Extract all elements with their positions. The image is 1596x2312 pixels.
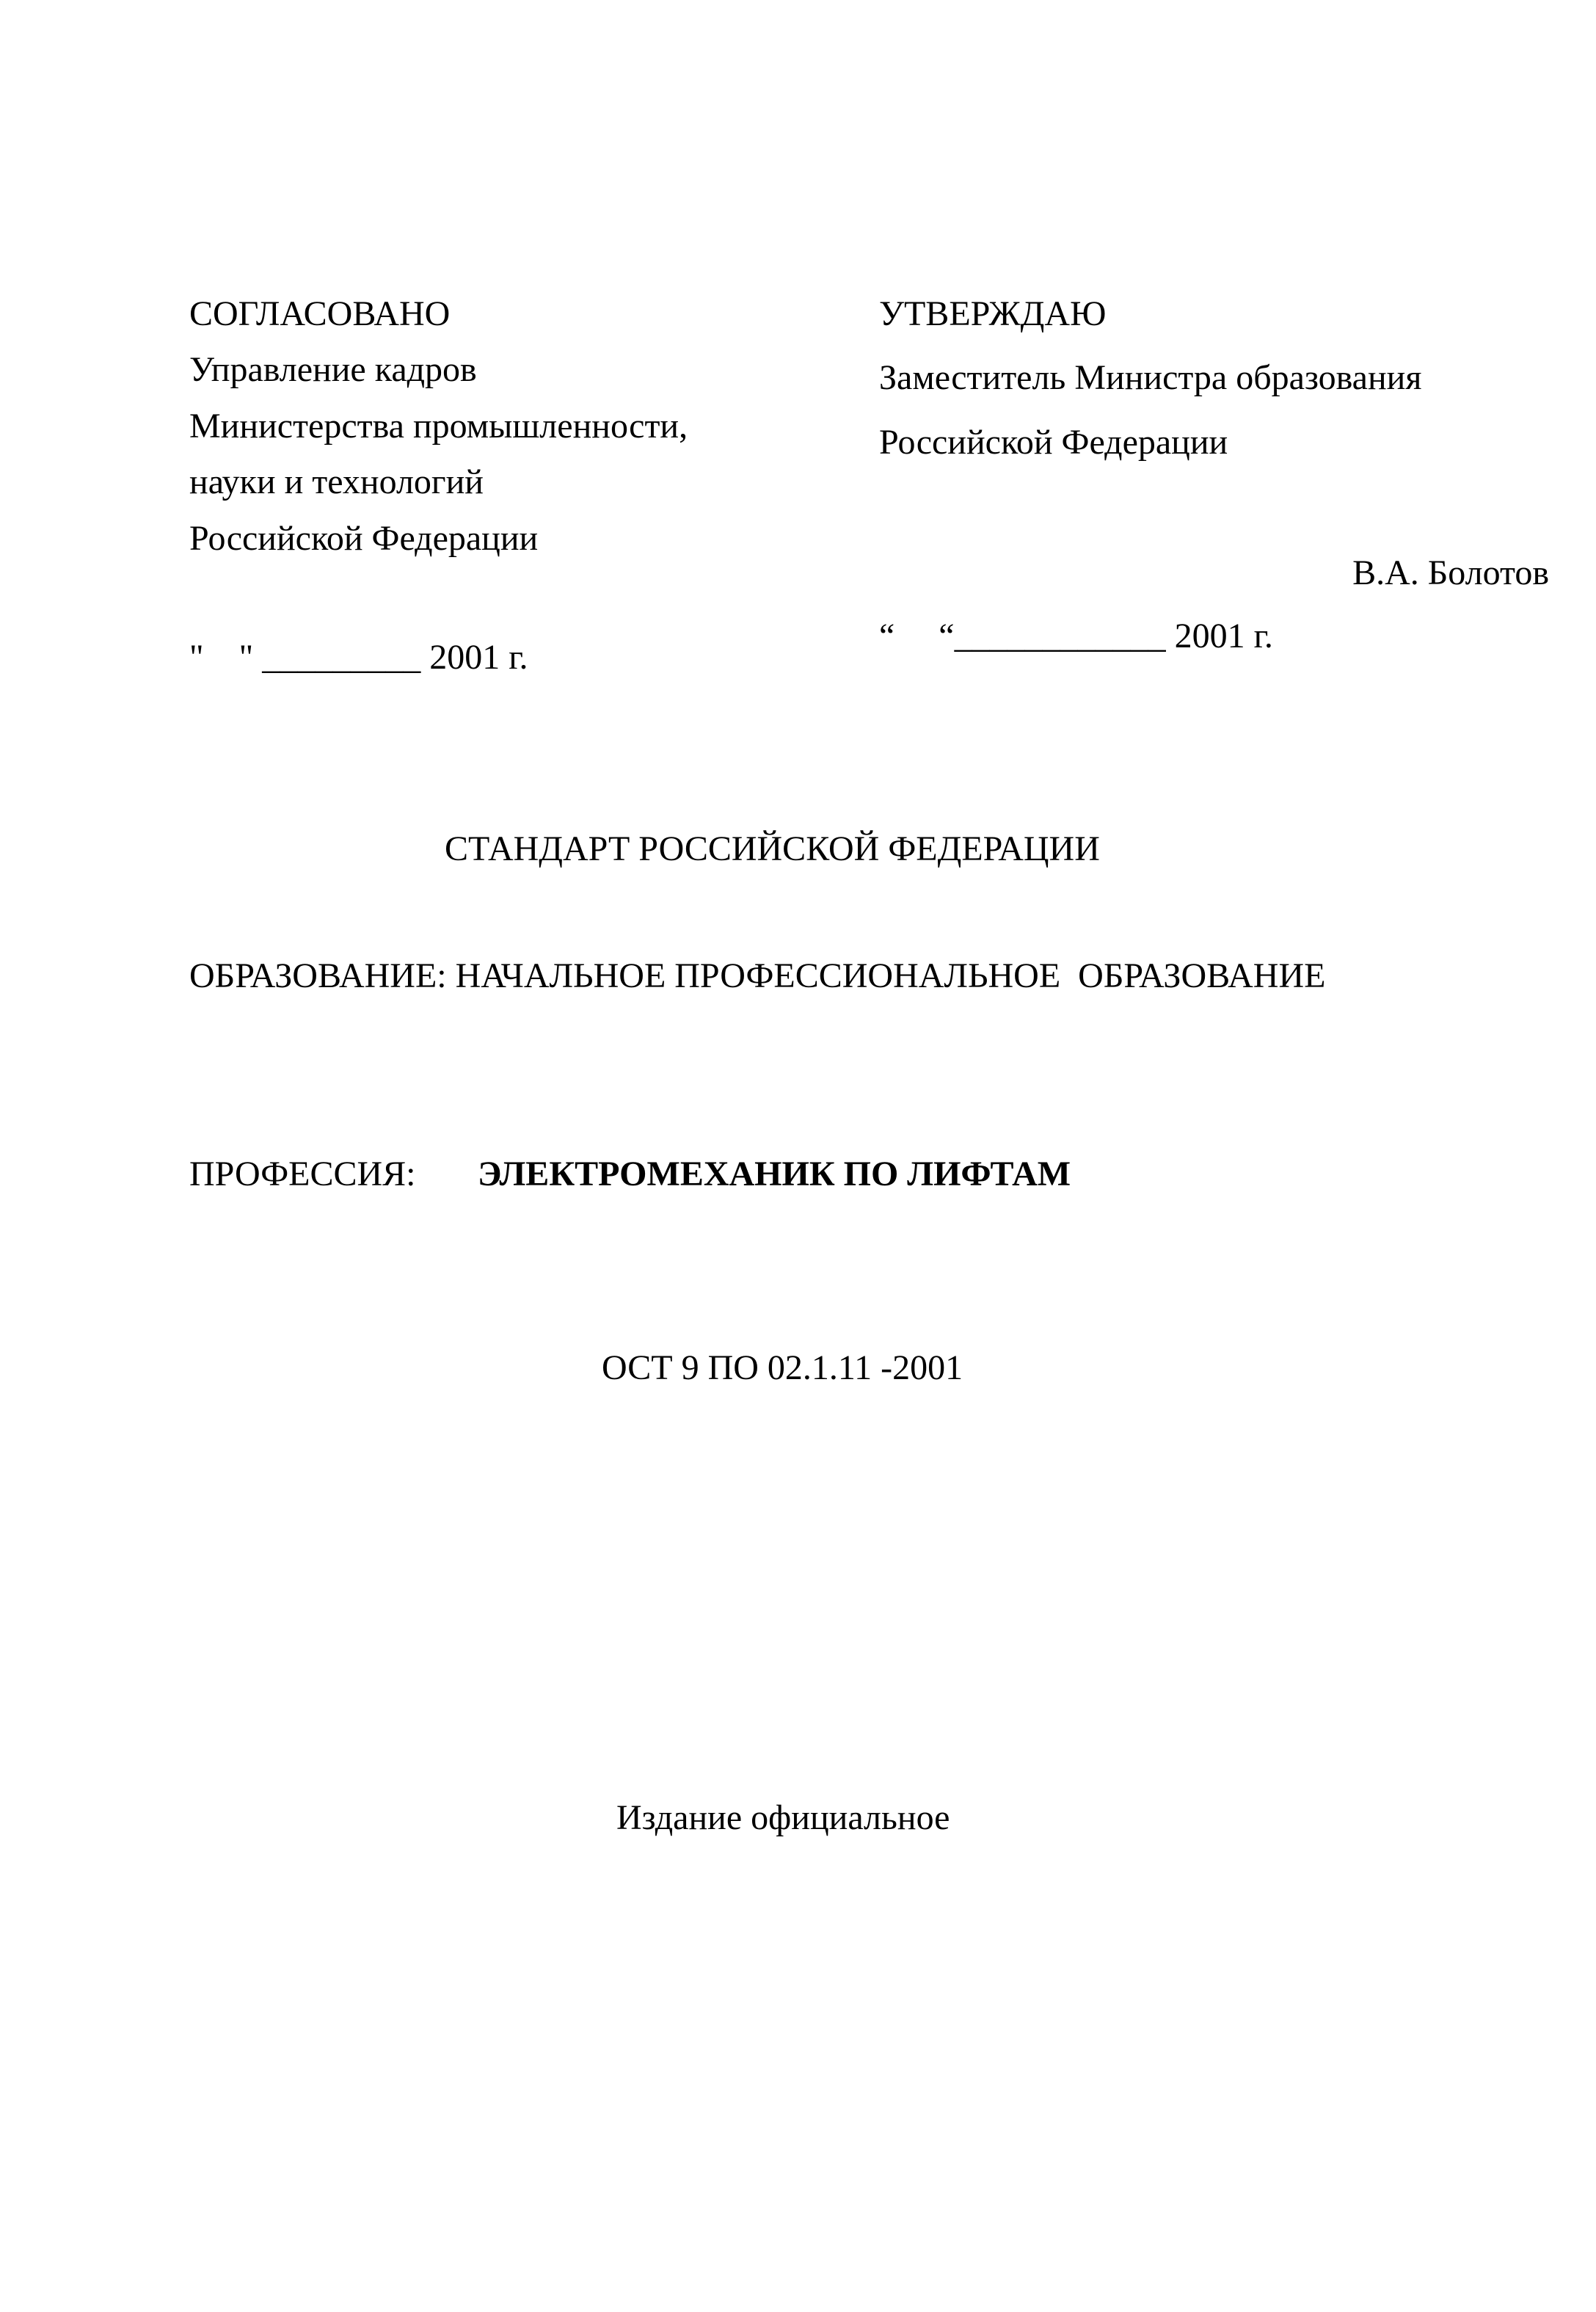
agreed-line: науки и технологий: [189, 462, 484, 501]
education-line: ОБРАЗОВАНИЕ: НАЧАЛЬНОЕ ПРОФЕССИОНАЛЬНОЕ ОБРАЗОВАНИЕ: [189, 956, 1326, 995]
agreed-line: Управление кадров: [189, 350, 477, 389]
edition-note: Издание официальное: [616, 1798, 950, 1837]
approved-heading: УТВЕРЖДАЮ: [879, 294, 1107, 333]
agreed-line: Российской Федерации: [189, 519, 539, 558]
approved-date: “ “____________ 2001 г.: [879, 617, 1273, 655]
approved-signatory: В.А. Болотов: [1352, 553, 1549, 592]
profession-label: ПРОФЕССИЯ:: [189, 1155, 416, 1193]
standard-title: СТАНДАРТ РОССИЙСКОЙ ФЕДЕРАЦИИ: [445, 829, 1100, 868]
approved-line: Заместитель Министра образования: [879, 358, 1422, 397]
agreed-line: Министерства промышленности,: [189, 407, 688, 446]
agreed-date: " " _________ 2001 г.: [189, 638, 528, 677]
profession-value: ЭЛЕКТРОМЕХАНИК ПО ЛИФТАМ: [478, 1155, 1071, 1193]
agreed-heading: СОГЛАСОВАНО: [189, 294, 451, 333]
approved-line: Российской Федерации: [879, 423, 1228, 462]
document-code: ОСТ 9 ПО 02.1.11 -2001: [602, 1348, 963, 1387]
